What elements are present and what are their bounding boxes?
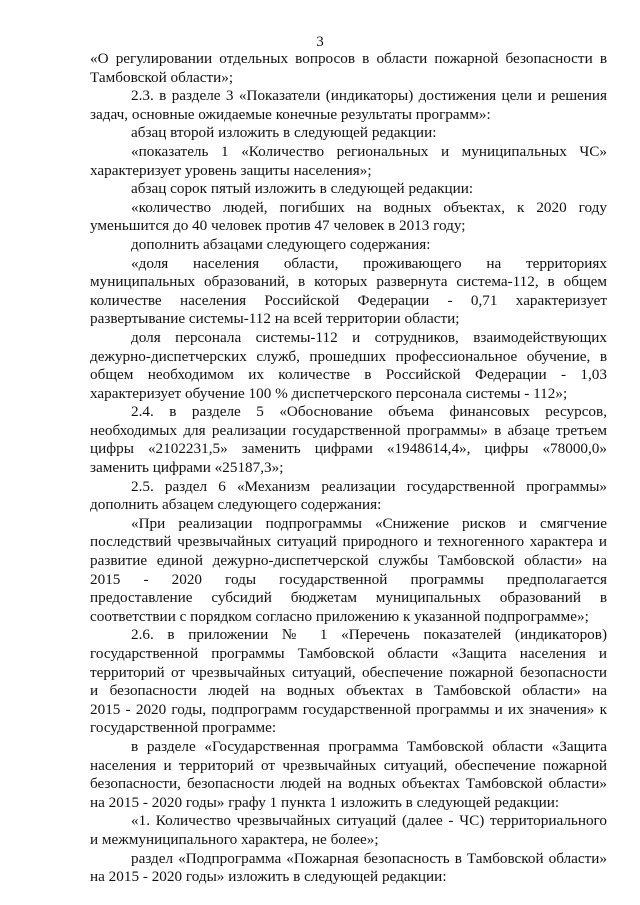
- paragraph-line: характеризует обучение 100 % диспетчерского персонала системы - 112»;: [90, 384, 568, 402]
- paragraph-line: характеризует уровень защиты населения»;: [90, 161, 372, 179]
- paragraph: [90, 626, 607, 738]
- paragraph-line: общем необходимом их количестве в Российской Федерации - 1,03: [90, 366, 607, 384]
- paragraph-line: «доля населения области, проживающего на территориях: [131, 254, 607, 272]
- paragraph-line: доля персонала системы-112 и сотрудников, взаимодействующих: [131, 328, 607, 346]
- paragraph: [90, 738, 607, 812]
- paragraph-line: и безопасности людей на водных объектах в Тамбовской области» на: [90, 682, 607, 700]
- paragraph-line: на 2015 - 2020 годы» изложить в следующей редакции:: [90, 868, 447, 886]
- paragraph-line: заменить цифрами «25187,3»;: [90, 459, 284, 477]
- paragraph-line: раздел «Подпрограмма «Пожарная безопасность в Тамбовской области»: [131, 849, 607, 867]
- paragraph: [90, 124, 607, 143]
- paragraph-line: на 2015 - 2020 годы» графу 1 пункта 1 изложить в следующей редакции:: [90, 793, 560, 811]
- paragraph: [90, 403, 607, 477]
- paragraph-line: абзац второй изложить в следующей редакции:: [131, 124, 437, 142]
- paragraph-line: и межмуниципального характера, не более»;: [90, 830, 379, 848]
- paragraph-line: «1. Количество чрезвычайных ситуаций (далее - ЧС) территориального: [131, 812, 607, 830]
- paragraph-line: соответствии с порядком согласно приложению к указанной подпрограмме»;: [90, 607, 589, 625]
- paragraph: [90, 143, 607, 180]
- paragraph-line: «показатель 1 «Количество региональных и муниципальных ЧС»: [131, 142, 607, 160]
- paragraph-line: 2015 - 2020 годы, подпрограмм государственной программы и их значения» к: [90, 700, 607, 718]
- paragraph: [90, 812, 607, 849]
- paragraph-line: «При реализации подпрограммы «Снижение рисков и смягчение: [131, 514, 607, 532]
- paragraph-line: «количество людей, погибших на водных объектах, к 2020 году: [131, 198, 607, 216]
- paragraph-line: в разделе «Государственная программа Тамбовской области «Защита: [131, 737, 607, 755]
- paragraph: [90, 236, 607, 255]
- paragraph-line: 2015 - 2020 годы государственной программы предполагается: [90, 570, 607, 588]
- paragraph-line: развертывание системы-112 на всей территории области;: [90, 310, 460, 328]
- paragraph: [90, 515, 607, 627]
- paragraph-line: развитие единой дежурно-диспетчерской службы Тамбовской области» на: [90, 552, 607, 570]
- paragraph: [90, 255, 607, 329]
- paragraph-line: населения и территорий от чрезвычайных ситуаций, обеспечение пожарной: [90, 756, 607, 774]
- paragraph-line: 2.3. в разделе 3 «Показатели (индикаторы) достижения цели и решения: [131, 87, 607, 105]
- paragraph: [90, 87, 607, 124]
- paragraph-line: государственной программы Тамбовской области «Защита населения и: [90, 645, 607, 662]
- paragraph-line: предоставление субсидий бюджетам муниципальных образований в: [90, 589, 607, 607]
- paragraph-line: государственной программе:: [90, 719, 277, 737]
- paragraph-line: дополнить абзацем следующего содержания:: [90, 496, 382, 514]
- paragraph-line: Тамбовской области»;: [90, 68, 234, 86]
- paragraph-line: 2.4. в разделе 5 «Обоснование объема финансовых ресурсов,: [131, 403, 607, 421]
- paragraph: [90, 50, 607, 87]
- paragraph-line: абзац сорок пятый изложить в следующей редакции:: [131, 180, 474, 198]
- paragraph-line: безопасности, безопасности людей на водных объектах Тамбовской области»: [90, 775, 607, 793]
- paragraph: [90, 180, 607, 199]
- paragraph-line: муниципальных образований, в которых развернута система-112, в общем: [90, 273, 607, 291]
- paragraph-line: последствий чрезвычайных ситуаций природного и техногенного характера и: [90, 533, 607, 551]
- paragraph-line: дежурно-диспетчерских служб, прошедших профессиональное обучение, в: [90, 347, 607, 365]
- paragraph: [90, 850, 607, 887]
- paragraph-line: «О регулировании отдельных вопросов в области пожарной безопасности в: [90, 50, 607, 67]
- paragraph: [90, 329, 607, 403]
- paragraph-line: уменьшится до 40 человек против 47 человек в 2013 году;: [90, 217, 466, 235]
- paragraph: [90, 199, 607, 236]
- paragraph-line: необходимых для реализации государственной программы» в абзаце третьем: [90, 421, 607, 439]
- paragraph-line: 2.6. в приложении № 1 «Перечень показателей (индикаторов): [131, 626, 607, 644]
- document-body: [90, 50, 607, 887]
- paragraph-line: количестве населения Российской Федерации - 0,71 характеризует: [90, 291, 607, 309]
- paragraph-line: задач, основные ожидаемые конечные результаты программ»:: [90, 105, 491, 123]
- paragraph-line: территорий от чрезвычайных ситуаций, обеспечение пожарной безопасности: [90, 663, 607, 681]
- page-number: 3: [316, 34, 324, 50]
- paragraph: [90, 478, 607, 515]
- paragraph-line: 2.5. раздел 6 «Механизм реализации государственной программы»: [131, 477, 607, 495]
- paragraph-line: цифры «2102231,5» заменить цифрами «1948614,4», цифры «78000,0»: [90, 440, 607, 458]
- paragraph-line: дополнить абзацами следующего содержания:: [131, 235, 431, 253]
